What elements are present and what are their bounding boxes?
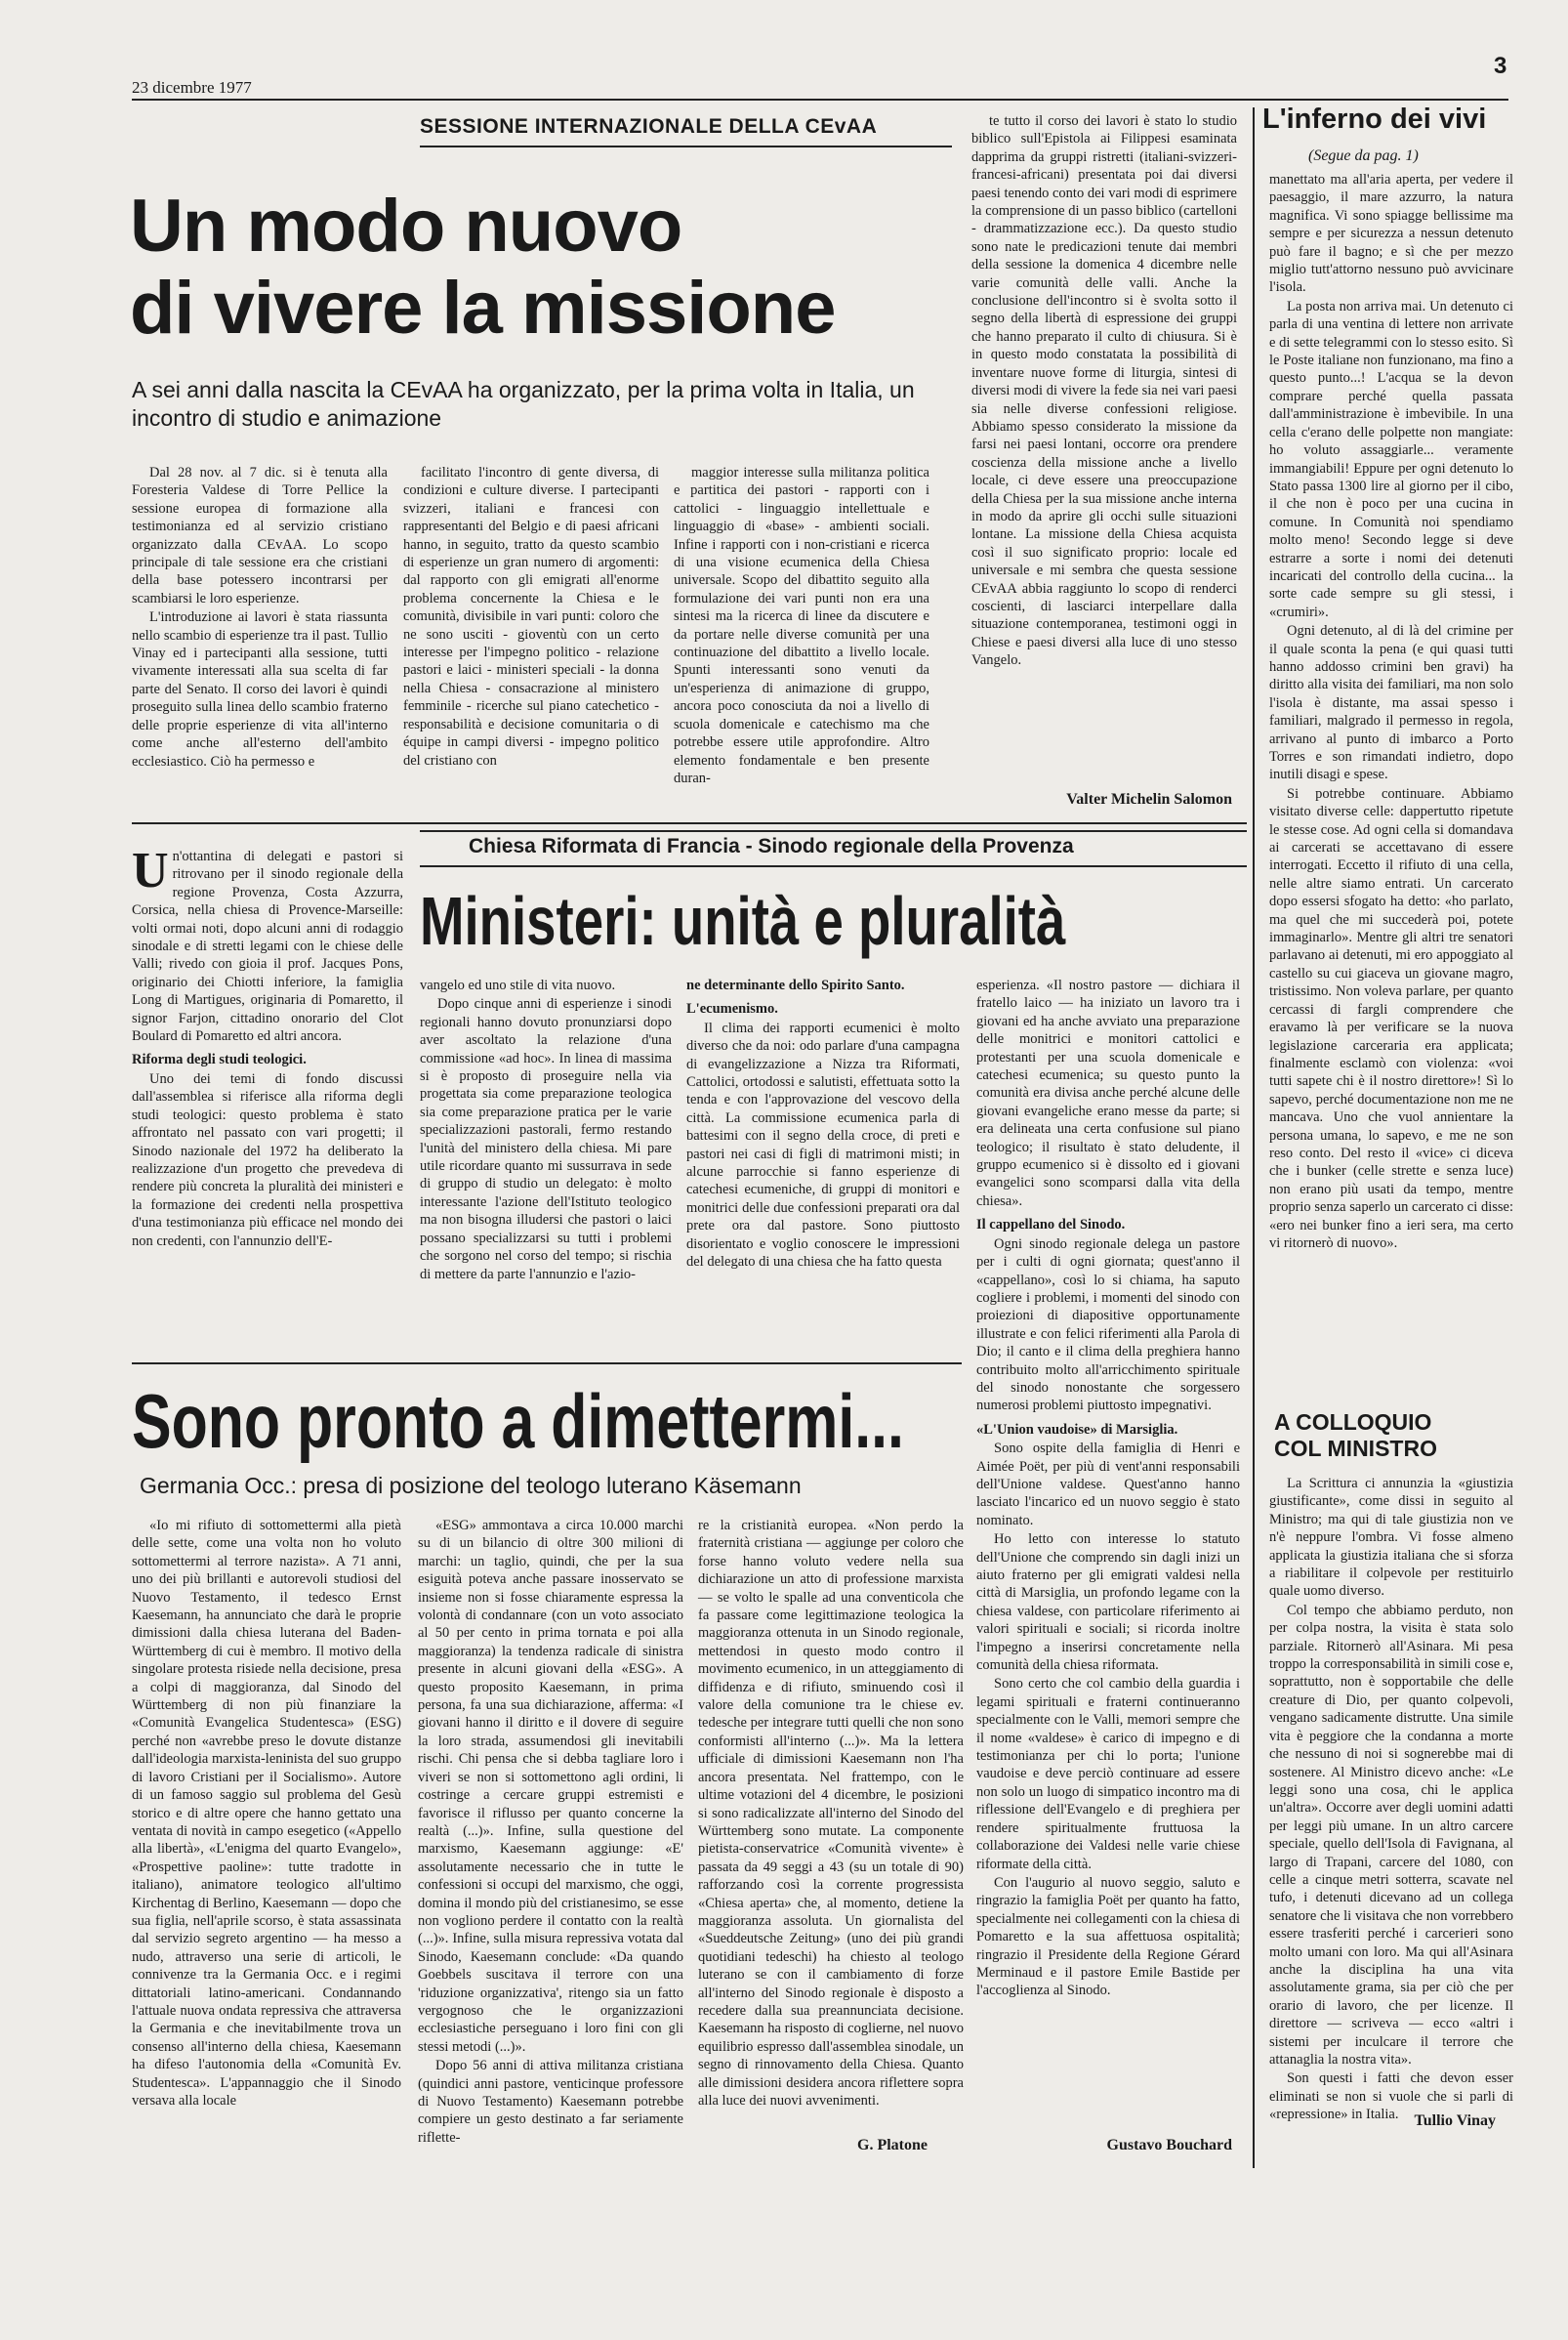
paragraph: facilitato l'incontro di gente diversa, di condizioni e culture diverse. I partecipanti svizzeri, italiani e francesi con rappresentanti del Belgio e di paesi africani hanno, in seguito, tratto da questo scambio di esperienze un gran numero di argomenti: dal rapporto con gli emigrati all'enorme problema concernente la Chiesa e le comunità, divisibile in vari punti: coloro che ne sono usciti - gioventù con un certo interesse per l'impegno politico - relazione pastori e laici - ministeri speciali - la donna nella Chiesa - consacrazione al ministero femminile - ricerche sul piano catechetico - responsabilità e decisione comunitaria o di équipe in campi diversi - impegno politico del cristiano con	[403, 465, 659, 769]
paragraph: «ESG» ammontava a circa 10.000 marchi su di un bilancio di oltre 300 milioni di marchi: un taglio, quindi, che per la sua esiguità poteva anche passare inosservato se insieme non si fosse chiaramente espressa la volontà di condannare (con un voto associato al 50 per cento in prima tornata e poi alla maggioranza) la tendenza radicale di sinistra presente in alcuni giovani della «ESG». A questo proposito Kaesemann, in prima persona, fa una sua dichiarazione, afferma: «I giovani hanno il diritto e il dovere di seguire la loro strada, assumendosi gli inevitabili rischi. Chi pensa che si debba tagliare loro i viveri se non si sottomettono agli ordini, li costringe a cercare gruppi estremisti e favorisce il riflusso per quanto concerne la realtà (...)». Infine, sulla questione del marxismo, Kaesemann aggiunge: «E' assolutamente necessario che in tutte le confessioni si occupi del marxismo, che oggi, domina il mondo più del cristianesimo, se esse non vogliono perdere il contatto con la realtà (...)». Infine, sulla misura repressiva votata dal Sinodo, Kaesemann conclude: «Da quando Goebbels suscitava il terrore con una 'riduzione organizzativa', ritengo sia un fatto vergognoso che le organizzazioni ecclesiastiche perseguano i loro fini con gli stessi metodi (...)».	[418, 1518, 683, 2055]
paragraph: Son questi i fatti che devon esser eliminati se non si vuole che si parli di «repressione» in Italia.	[1269, 2070, 1513, 2123]
cevaa-title	[130, 186, 836, 350]
paragraph: re la cristianità europea. «Non perdo la fraternità cristiana — aggiunge per coloro che forse hanno voluto vedere nella sua dichiarazione un atto di professione marxista — se volto le spalle ad una conventicola che fa passare come legittimazione teologica la maggioranza ottenuta in un Sinodo regionale, mettendosi in questo modo contro il movimento ecumenico, in un atteggiamento di diffidenza e di rifiuto, sminuendo così il valore della comunione tra le chiese ev. tedesche per integrare tutti quelli che non sono conformisti all'interno (...)». Ma la lettera ufficiale di dimissioni Kaesemann non l'ha ancora presentata. Nel frattempo, con le ultime votazioni del 4 dicembre, le posizioni si sono radicalizzate all'interno del Sinodo del Württemberg sono mutate. La componente pietista-conservatrice «Comunità vivente» è passata da 49 seggi a 43 (su un totale di 90) rafforzando così la corrente progressista «Chiesa aperta» che, al momento, detiene la maggioranza assoluta. Un giornalista del «Sueddeutsche Zeitung» (uno dei più grandi quotidiani tedeschi) ha chiesto al teologo luterano se con il cambiamento di forze all'interno del Sinodo regionale è disposto a recedere dalla sua preannunciata decisione. Kaesemann ha risposto di coglierne, nel nuovo equilibrio espresso dall'assemblea sinodale, un segno di rinnovamento della Chiesa. Quanto alle dimissioni desidera ancora riflettere sopra alla luce dei nuovi avvenimenti.	[698, 1518, 964, 2109]
dimettermi-column-3	[698, 1517, 964, 2142]
dimettermi-column-2	[418, 1517, 683, 2161]
paragraph: esperienza. «Il nostro pastore — dichiara il fratello laico — ha iniziato un lavoro tra i giovani ed ha anche avviato una preparazione delle monitrici e monitori cattolici e protestanti per una scuola domenicale e catechesi ecumenica; su questo punto la comunità era divisa anche perché alcune delle giovani evangeliche erano messe da parte; si era delineata una certa confusione sul piano teologico; il risultato è stato deludente, il gruppo ecumenico si è dissolto ed i giovani evangelici sono scomparsi dalla vita della chiesa».	[976, 978, 1240, 1209]
sinodo-kicker-rule-bottom	[420, 865, 1247, 867]
sinodo-column-4	[976, 977, 1240, 2129]
colloquio-heading-line2: COL MINISTRO	[1274, 1436, 1437, 1461]
cevaa-title-line2: di vivere la missione	[130, 267, 836, 350]
paragraph: Sono certo che col cambio della guardia i legami spirituali e fraterni continueranno specialmente con le Valli, memori sempre che il nome «valdese» è carico di impegno e di testimonianza per chi lo porta; l'unione vaudoise e deve perciò continuare ad essere non solo un luogo di simpatico incontro ma di riflessione dell'Evangelo e di preghiera per rendere spiritualmente fruttuosa la collaborazione dei Valdesi nelle varie chiese riformate della città.	[976, 1676, 1240, 1872]
cevaa-subtitle: A sei anni dalla nascita la CEvAA ha organizzato, per la prima volta in Italia, un incontro di studio e animazione	[132, 377, 915, 431]
subheading: «L'Union vaudoise» di Marsiglia.	[976, 1421, 1178, 1438]
sinodo-signature: Gustavo Bouchard	[1106, 2137, 1232, 2153]
subheading: L'ecumenismo.	[686, 1001, 778, 1018]
header-rule	[132, 99, 1508, 101]
inferno-title: L'inferno dei vivi	[1262, 104, 1487, 135]
sinodo-column-3	[686, 977, 960, 1356]
paragraph: Ogni sinodo regionale delega un pastore per i culti di ogni giornata; quest'anno il «cappellano», così lo si chiama, ha saputo cogliere i problemi, i momenti del sinodo con proiezioni di diapositive opportunamente illustrate e con felici riferimenti alla Parola di Dio; il canto e il clima della preghiera hanno contribuito molto all'arricchimento spirituale del sinodo nonostante che sorgessero numerosi problemi piuttosto impegnativi.	[976, 1235, 1240, 1414]
dimettermi-subtitle: Germania Occ.: presa di posizione del teologo luterano Käsemann	[140, 1473, 802, 1498]
cevaa-column-1	[132, 464, 388, 815]
right-column-divider	[1253, 107, 1255, 2168]
paragraph: vangelo ed uno stile di vita nuovo.	[420, 978, 616, 993]
sinodo-kicker-rule-top	[420, 830, 1247, 832]
cevaa-bottom-rule	[132, 822, 1247, 824]
paragraph: Il clima dei rapporti ecumenici è molto diverso che da noi: odo parlare d'una campagna di evangelizzazione a Nizza tra Riformati, Cattolici, ortodossi e salutisti, effettuata sotto la tenda e con l'approvazione del vescovo della città. La commissione ecumenica parla di battesimi con il segno della croce, di preti e pastori nei casi di figli di matrimoni misti; in alcune parrocchie si fanno esperienze di catechesi ecumeniche, di gruppi di monitori e monitrici delle due confessioni preparati ora dal prete ora dal pastore. Sono piuttosto disorientato e voglio conoscere le impressioni del delegato di una chiesa che ha fatto questa	[686, 1020, 960, 1271]
paragraph: maggior interesse sulla militanza politica e partitica dei pastori - rapporti con i cattolici - linguaggio intellettuale e linguaggio di «base» - ambienti sociali. Infine i rapporti con i non-cristiani e ricerca di una visione ecumenica della Chiesa universale. Scopo del dibattito seguito alla formulazione dei vari punti non era una sintesi ma la ricerca di linee da discutere e da portare nelle diverse comunità per una continuazione del dibattito a livello locale. Spunti interessanti sono venuti da un'esperienza di animazione di gruppo, ancora poco conosciuta da noi a livello di scuola domenicale e catechismo ma che potrebbe essere utile approfondire. Altro elemento fondamentale e ben presente duran-	[674, 465, 929, 786]
sinodo-title: Ministeri: unità e pluralità	[420, 883, 1066, 959]
cevaa-kicker-rule	[420, 146, 952, 147]
sinodo-column-2	[420, 977, 672, 1356]
paragraph: La Scrittura ci annunzia la «giustizia giustificante», come dissi in seguito al Ministro; ma qui di tale giustizia non ve n'è neppure l'ombra. Vi fosse almeno applicata la giustizia italiana che si sforza a riabilitare il colpevole per restituirlo quale uomo diverso.	[1269, 1476, 1513, 1600]
paragraph: manettato ma all'aria aperta, per vedere il paesaggio, il mare azzurro, la natura magnifica. Vi sono spiagge bellissime ma sempre e per sicurezza a nessun detenuto può fare il bagno; e sì che per mezzo miglio tutt'attorno nessuno può avvicinare l'isola.	[1269, 172, 1513, 296]
inferno-continued: (Segue da pag. 1)	[1308, 147, 1419, 164]
cevaa-column-4	[971, 112, 1237, 788]
paragraph: Sono ospite della famiglia di Henri e Aimée Poët, per più di vent'anni responsabili dell'Unione valdese. Quest'anno hanno lasciato l'incarico ed un nuovo seggio è stato nominato.	[976, 1441, 1240, 1528]
paragraph: Ogni detenuto, al di là del crimine per il quale sconta la pena (e qui quasi tutti hanno addosso crimini ben gravi) ha diritto alla visita dei familiari, ma non solo l'isola è distante, ma assai spesso i familiari, malgrado il permesso in regola, arrivano al punto di imbarco a Porto Torres e son rimandati indietro, dopo inutili disagi e spese.	[1269, 623, 1513, 783]
paragraph: La posta non arriva mai. Un detenuto ci parla di una ventina di lettere non arrivate e di sette telegrammi con lo stesso esito. Sì le Poste italiane non funzionano, ma fino a questo punto...! L'acqua se la devon comprare perché quella passata dall'amministrazione è imbevibile. In una cella c'erano delle polpette non mangiate: ho voluto assaggiarle... veramente immangiabili! Eppure per ogni detenuto lo Stato passa 1300 lire al giorno per il cibo, il che non è poco per una cucina in comune. In Comunità noi spendiamo molto meno! Secondo legge si deve estrarre a sorte i nomi dei detenuti incaricati del controllo della cucina... la sorte cade sempre su gli stessi, i «crumiri».	[1269, 298, 1513, 620]
colloquio-heading	[1274, 1409, 1437, 1462]
paragraph: Dal 28 nov. al 7 dic. si è tenuta alla Foresteria Valdese di Torre Pellice la sessione europea di formazione alla testimonianza ed al servizio cristiano organizzato dalla CEvAA. Lo scopo principale di tale sessione era che cristiani della base potessero incontrarsi per scambiarsi le loro esperienze.	[132, 465, 388, 606]
colloquio-heading-line1: A COLLOQUIO	[1274, 1409, 1432, 1435]
paragraph: ne determinante dello Spirito Santo.	[686, 978, 905, 993]
inferno-body	[1269, 171, 1513, 1397]
paragraph: n'ottantina di delegati e pastori si ritrovano per il sinodo regionale della regione Provenza, Costa Azzurra, Corsica, nella chiesa di Provence-Marseille: volti ormai noti, dopo alcuni anni di rodaggio sinodale e di stretti legami con le chiese delle Valli; rivedo con gioia il prof. Jacques Pons, originario dei Chiotti inferiore, la famiglia Long di Martigues, originaria di Pomaretto, il signor Farjon, cittadino onorario del Clot Boulard di Pomaretto ed altri ancora.	[132, 849, 403, 1045]
paragraph: Col tempo che abbiamo perduto, non per colpa nostra, la visita è stata solo parziale. Ritornerò all'Asinara. Mi pesa troppo la corresponsabilità in simili cose e, soprattutto, non è sopportabile che delle creature di Dio, per quanto colpevoli, vengano sadicamente distrutte. Una simile vita è peggiore che la condanna a morte che nessuno di noi si sognerebbe mai di sostenere. Al Ministro dicevo anche: «Le leggi sono una cosa, chi le applica un'altra». Occorre aver degli uomini adatti per leggi più umane. In un altro carcere speciale, quello dell'Isola di Favignana, al largo di Trapani, carcere del 1080, con celle a cinque metri sotterra, scavate nel tufo, i detenuti dicevano ad un collega senatore che li visitava che non vorrebbero essere trasferiti perché i carcerieri sono molto umani con loro. Ma qui all'Asinara anche la disciplina ha una vita assolutamente grama, sia per ciò che per orario di lavoro, che per licenze. Il direttore — scriveva — ecco «altri i sistemi per inculcare il terrore che attanaglia la nostra vita».	[1269, 1602, 1513, 2068]
subheading: Il cappellano del Sinodo.	[976, 1217, 1126, 1233]
sinodo-dropcap: U	[132, 843, 169, 898]
dimettermi-signature: G. Platone	[857, 2137, 928, 2153]
cevaa-column-3	[674, 464, 929, 815]
paragraph: Ho letto con interesse lo statuto dell'Unione che comprendo sin dagli inizi un aiuto fraterno per gli emigrati valdesi nella città di Marsiglia, un profondo legame con la chiesa valdese, con particolare riferimento ai valori spirituali e sociali; si ricorda inoltre l'impegno a inserirsi concretamente nella comunità della chiesa riformata.	[976, 1531, 1240, 1674]
paragraph: L'introduzione ai lavori è stata riassunta nello scambio di esperienze tra il past. Tullio Vinay ed i partecipanti alla sessione, tutti vivamente interessati alla sua scelta di far parte del Senato. Il corso dei lavori è quindi proseguito sulla linea dello scambio fraterno delle proprie esperienze di vita all'interno come anche all'esterno dell'ambito ecclesiastico. Ciò ha permesso e	[132, 609, 388, 770]
paragraph: te tutto il corso dei lavori è stato lo studio biblico sull'Epistola ai Filippesi esaminata dapprima da gruppi ristretti (italiani-svizzeri-francesi-africani) presentata poi dai diversi paesi tenendo conto dei vari modi di esprimere la comprensione di un passo biblico (cartelloni - drammatizzazione ecc.). Da questo studio sono nate le predicazioni tenute dai membri della sessione la domenica 4 dicembre nelle varie comunità delle valli. Anche la conclusione dell'incontro si è svolta sotto il segno della libertà di espressione dei gruppi che hanno preparato il culto di chiusura. Si è in questo modo constatata la possibilità di inventare nuove forme di liturgia, sintesi di diversi modi di vivere la fede sia nei vari paesi sia nelle diverse confessioni religiose. Abbiamo spesso considerato la missione da farsi nei paesi lontani, occorre ora prendere coscienza della missione anche a livello locale, ci deve essere una preoccupazione della Chiesa per la sua missione anche interna in modo da aprire gli occhi sulle situazioni lontane. La missione della Chiesa acquista così il suo significato proprio: locale ed universale e mi sembra che questa sessione CEvAA abbia raggiunto lo scopo di renderci coscienti, di lasciarci interpellare dalla situazione contemporanea, testimoni oggi in Chiese e paesi diversi alla luce di uno stesso Vangelo.	[971, 113, 1237, 669]
paragraph: Dopo cinque anni di esperienze i sinodi regionali hanno dovuto pronunziarsi dopo aver ascoltato la relazione d'una commissione «ad hoc». In linea di massima si è proposto di proseguire nella via progettata sia come preparazione teologica sia come preparazione pratica per le varie specializzazioni pastorali, fermo restando l'unità del ministero della chiesa. Mi pare utile ricordare quanto mi sussurrava in sede di gruppo di studio un delegato: è molto interessante l'azione dell'Istituto teologico ma non bisogna illudersi che pastori o laici possano specializzarsi su tutti i problemi che sorgono nel corso del tempo; si rischia di mettere da parte l'annunzio e l'azio-	[420, 996, 672, 1282]
inferno-signature: Tullio Vinay	[1414, 2112, 1496, 2129]
dimettermi-top-rule	[132, 1362, 962, 1364]
dimettermi-title: Sono pronto a dimettermi...	[132, 1378, 904, 1464]
page-date: 23 dicembre 1977	[132, 78, 252, 97]
paragraph: «Io mi rifiuto di sottomettermi alla pietà delle sette, come una volta non ho voluto sottomettermi al terrore nazista». A 71 anni, uno dei più brillanti e autorevoli studiosi del Nuovo Testamento, il tedesco Ernst Kaesemann, ha annunciato che darà le proprie dimissioni dalla chiesa luterana del Baden-Württemberg di cui è membro. Il motivo della singolare protesta risiede nella decisione, presa a colpi di maggioranza, dal Sinodo del Württemberg di non più finanziare la «Comunità Evangelica Studentesca» (ESG) perché non «avrebbe preso le dovute distanze dall'ideologia marxista-leninista del suo gruppo di lavoro Cristiani per il Socialismo». Autore di un famoso saggio sul problema del Gesù storico e di altre opere che hanno gettato una ventata di novità in campo esegetico («Appello alla libertà», «L'enigma del quarto Evangelo», «Prospettive paoline»: tutte tradotte in italiano), animatore teologico all'ultimo Kirchentag di Berlino, Kaesemann — dopo che sua figlia, nell'aprile scorso, è stata assassinata dal servizio segreto argentino — ha messo a nudo, attraverso una serie di articoli, le connivenze tra la Germania Occ. e i regimi dittatoriali latino-americani. Condannando l'attuale nuova ondata repressiva che attraversa la Germania e che inevitabilmente trova un consenso all'interno della chiesa, Kaesemann ha difeso l'autonomia della «Comunità Ev. Studentesca». L'appannaggio che il Sinodo versava alla locale	[132, 1518, 401, 2109]
sinodo-column-1	[132, 843, 403, 1356]
paragraph: Con l'augurio al nuovo seggio, saluto e ringrazio la famiglia Poët per quanto ha fatto, specialmente nei collegamenti con la chiesa di Pomaretto e la sua affettuosa ospitalità; ringrazio il Presidente della Regione Gérard Merminaud e il pastore Emile Bastide per l'accoglienza al Sinodo.	[976, 1874, 1240, 1999]
cevaa-kicker: SESSIONE INTERNAZIONALE DELLA CEvAA	[420, 115, 878, 138]
paragraph: Uno dei temi di fondo discussi dall'assemblea si riferisce alla riforma degli studi teologici: questo problema è stato affrontato nel passato con vari progetti; il Sinodo nazionale del 1972 ha deliberato la realizzazione d'un progetto che prevedeva di rendere più concreta la pluralità dei ministeri e la formazione dei credenti nella prospettiva d'una testimonianza più efficace nel mondo dei non credenti, con l'annunzio dell'E-	[132, 1070, 403, 1249]
sinodo-kicker: Chiesa Riformata di Francia - Sinodo regionale della Provenza	[469, 835, 1074, 857]
paragraph: Si potrebbe continuare. Abbiamo visitato diverse celle: dappertutto ripetute le stesse cose. Ad ogni cella si domandava ai carcerati se accettavano di essere interrogati. Eccetto il rifiuto di una cella, nelle altre siamo entrati. Un carcerato dopo essersi sfogato ha detto: «ho parlato, ma quel che mi succederà poi, potete immaginarlo». Mentre gli altri tre senatori parlavano ai detenuti, mi ero appoggiato al castello su cui giaceva un giovane magro, tristissimo. Non voleva parlare, per quanto cercassi di fargli comprendere che eravamo là per verificare se la nuova legislazione carceraria era applicata; finalmente esclamò con violenza: «voi tutti sapete chi è il nostro direttore»! Sì lo sapevo, perché documentazione non me ne mancava. Uno che vuol annientare la persona umana, lo sapevo, e me ne son reso conto. Del resto il «vice» ci diceva che i bunker (celle strette e senza luce) non erano più usati da tempo, mentre proprio senza saperlo un carcerato ci disse: «ero nei bunker fino a ieri sera, ma certo vi ritornerò di nuovo».	[1269, 785, 1513, 1251]
cevaa-signature: Valter Michelin Salomon	[1066, 791, 1232, 808]
cevaa-column-2	[403, 464, 659, 815]
cevaa-title-line1: Un modo nuovo	[130, 185, 682, 268]
subheading: Riforma degli studi teologici.	[132, 1052, 307, 1068]
dimettermi-column-1	[132, 1517, 401, 2161]
paragraph: Dopo 56 anni di attiva militanza cristiana (quindici anni pastore, venticinque professore di Nuovo Testamento) Kaesemann potrebbe compiere un gesto destinato a far seriamente riflette-	[418, 2058, 683, 2146]
page-number: 3	[1494, 53, 1507, 79]
